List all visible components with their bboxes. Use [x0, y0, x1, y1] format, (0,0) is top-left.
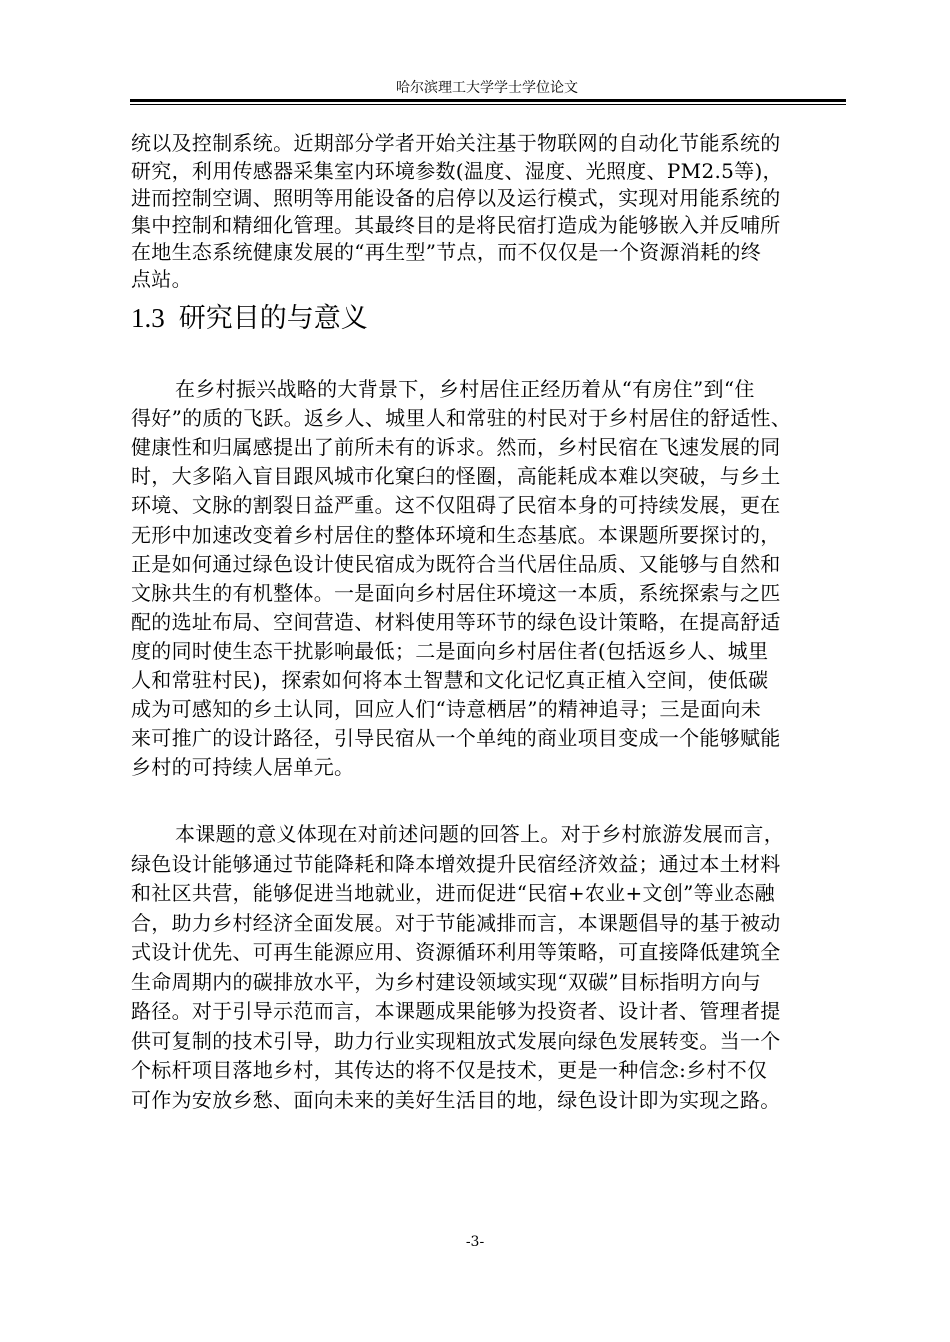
paragraph1-line: 得好”的质的飞跃。返乡人、城里人和常驻的村民对于乡村居住的舒适性、	[131, 406, 792, 431]
intro-line: 集中控制和精细化管理。其最终目的是将民宿打造成为能够嵌入并反哺所	[131, 213, 781, 237]
paragraph1-line: 度的同时使生态干扰影响最低；二是面向乡村居住者(包括返乡人、城里	[131, 638, 769, 663]
section-number: 1.3	[131, 303, 165, 333]
paragraph2-line: 式设计优先、可再生能源应用、资源循环利用等策略，可直接降低建筑全	[131, 940, 781, 964]
paragraph1-line: 无形中加速改变着乡村居住的整体环境和生态基底。本课题所要探讨的，	[131, 522, 781, 547]
section-heading	[131, 298, 368, 339]
paragraph2-line: 供可复制的技术引导，助力行业实现粗放式发展向绿色发展转变。当一个	[131, 1028, 781, 1053]
paragraph2-line: 和社区共营，能够促进当地就业，进而促进“民宿+农业+文创”等业态融	[131, 881, 775, 905]
intro-line: 在地生态系统健康发展的“再生型”节点，而不仅仅是一个资源消耗的终	[131, 240, 762, 264]
paragraph2-line: 个标杆项目落地乡村，其传达的将不仅是技术，更是一种信念:乡村不仅	[131, 1058, 768, 1082]
header-rule-thin	[130, 104, 846, 105]
paragraph2-line: 合，助力乡村经济全面发展。对于节能减排而言，本课题倡导的基于被动	[131, 910, 781, 935]
paragraph1-line: 成为可感知的乡土认同，回应人们“诗意栖居”的精神追寻；三是面向未	[131, 697, 762, 722]
section-title: 研究目的与意义	[178, 303, 368, 334]
paragraph2-line: 绿色设计能够通过节能降耗和降本增效提升民宿经济效益；通过本土材料	[131, 851, 781, 876]
paragraph1-line: 人和常驻村民)，探索如何将本土智慧和文化记忆真正植入空间，使低碳	[131, 668, 769, 692]
paragraph2-line: 生命周期内的碳排放水平，为乡村建设领域实现“双碳”目标指明方向与	[131, 969, 762, 994]
paragraph1-line: 来可推广的设计路径，引导民宿从一个单纯的商业项目变成一个能够赋能	[131, 726, 781, 751]
paragraph1-line: 健康性和归属感提出了前所未有的诉求。然而，乡村民宿在飞速发展的同	[131, 435, 781, 460]
paragraph1-line: 文脉共生的有机整体。一是面向乡村居住环境这一本质，系统探索与之匹	[131, 580, 781, 605]
paragraph1-line: 配的选址布局、空间营造、材料使用等环节的绿色设计策略，在提高舒适	[131, 609, 781, 634]
paragraph1-line: 时，大多陷入盲目跟风城市化窠臼的怪圈，高能耗成本难以突破，与乡土	[131, 464, 781, 489]
intro-line: 进而控制空调、照明等用能设备的启停以及运行模式，实现对用能系统的	[131, 186, 781, 210]
paragraph1-line: 正是如何通过绿色设计使民宿成为既符合当代居住品质、又能够与自然和	[131, 551, 781, 576]
header-rule-thick	[130, 99, 846, 102]
intro-line: 研究，利用传感器采集室内环境参数(温度、湿度、光照度、PM2.5等)，	[131, 159, 783, 183]
paragraph1-line: 环境、文脉的割裂日益严重。这不仅阻碍了民宿本身的可持续发展，更在	[131, 493, 781, 518]
intro-line: 统以及控制系统。近期部分学者开始关注基于物联网的自动化节能系统的	[131, 131, 781, 155]
paragraph2-line: 路径。对于引导示范而言，本课题成果能够为投资者、设计者、管理者提	[131, 999, 781, 1023]
paragraph2-line: 本课题的意义体现在对前述问题的回答上。对于乡村旅游发展而言，	[175, 822, 784, 846]
intro-line: 点站。	[131, 267, 192, 291]
paragraph1-line: 乡村的可持续人居单元。	[131, 755, 355, 780]
paragraph1-line: 在乡村振兴战略的大背景下，乡村居住正经历着从“有房住”到“住	[175, 377, 755, 401]
page-number: -3-	[465, 1234, 485, 1250]
running-header: 哈尔滨理工大学学士学位论文	[396, 80, 578, 96]
paragraph2-line: 可作为安放乡愁、面向未来的美好生活目的地，绿色设计即为实现之路。	[131, 1087, 781, 1112]
